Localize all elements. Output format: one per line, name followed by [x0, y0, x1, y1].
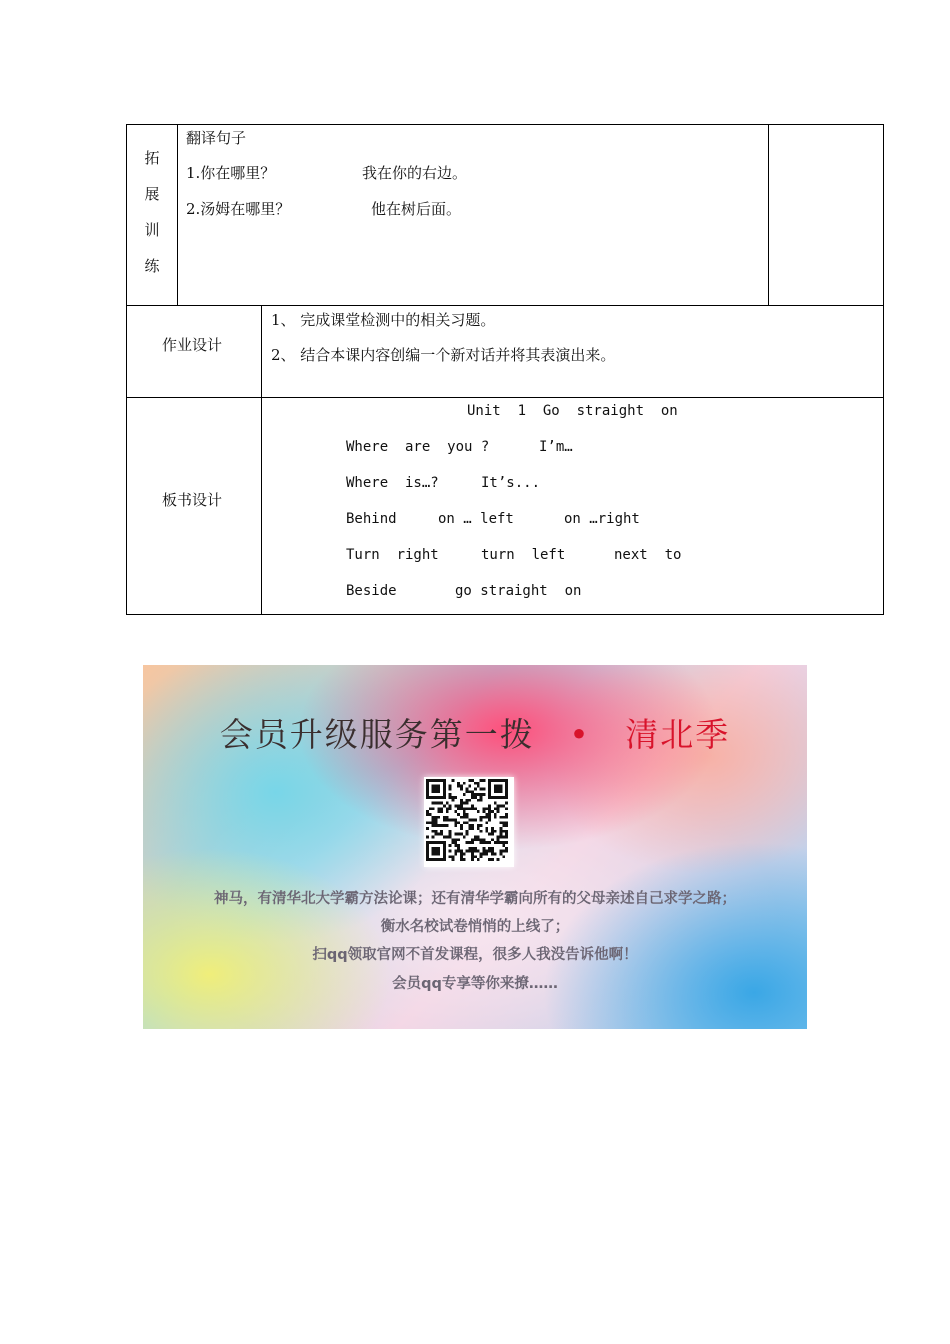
extension-label-char: 训 [144, 221, 160, 239]
qr-code-icon[interactable] [424, 777, 514, 867]
board-line-4c: next to [614, 547, 682, 563]
homework-label: 作业设计 [162, 336, 223, 354]
banner-line-3: 扫qq领取官网不首发课程，很多人我没告诉他啊！ [312, 947, 638, 963]
board-line-4b: turn left [481, 547, 566, 563]
banner-line-2: 衡水名校试卷悄悄的上线了； [380, 919, 570, 935]
table-border-right [883, 124, 884, 615]
row-separator-2 [126, 397, 884, 398]
extension-question-2: 2.汤姆在哪里？ [186, 200, 291, 218]
extension-answer-2: 他在树后面。 [371, 200, 462, 218]
board-line-1a: Where are you ? [346, 439, 490, 455]
banner-title [143, 709, 807, 756]
homework-item-2: 2、 结合本课内容创编一个新对话并将其表演出来。 [271, 346, 616, 364]
board-line-1b: I’m… [539, 439, 573, 455]
extension-answer-1: 我在你的右边。 [362, 164, 468, 182]
board-line-2a: Where is…? [346, 475, 439, 491]
row-separator-1 [126, 305, 884, 306]
board-title: Unit 1 Go straight on [467, 403, 678, 419]
extension-label-char: 拓 [144, 149, 160, 167]
banner-title-main: 会员升级服务第一拨 [219, 715, 535, 754]
banner-title-brand: 清北季 [625, 715, 731, 754]
homework-item-1: 1、 完成课堂检测中的相关习题。 [271, 311, 496, 329]
table-border-left [126, 124, 127, 615]
board-line-3a: Behind [346, 511, 397, 527]
board-line-3b: on … left [438, 511, 514, 527]
promo-banner[interactable] [143, 665, 807, 1029]
extension-label-char: 展 [144, 185, 160, 203]
banner-line-1: 神马，有清华北大学霸方法论课；还有清华学霸向所有的父母亲述自己求学之路； [214, 891, 736, 907]
row1-divider-right [768, 124, 769, 306]
board-line-5a: Beside [346, 583, 397, 599]
board-label: 板书设计 [162, 491, 223, 509]
banner-title-dot: • [569, 715, 591, 754]
extension-heading: 翻译句子 [186, 129, 247, 147]
row23-divider-label [261, 305, 262, 615]
table-border-top [126, 124, 884, 125]
board-line-4a: Turn right [346, 547, 439, 563]
board-line-3c: on …right [564, 511, 640, 527]
table-border-bottom [126, 614, 884, 615]
extension-label-char: 练 [144, 257, 160, 275]
row1-divider-label [177, 124, 178, 306]
banner-line-4: 会员qq专享等你来撩…… [392, 976, 558, 992]
extension-question-1: 1.你在哪里？ [186, 164, 276, 182]
board-line-2b: It’s... [481, 475, 541, 491]
board-line-5b: go straight on [455, 583, 582, 599]
